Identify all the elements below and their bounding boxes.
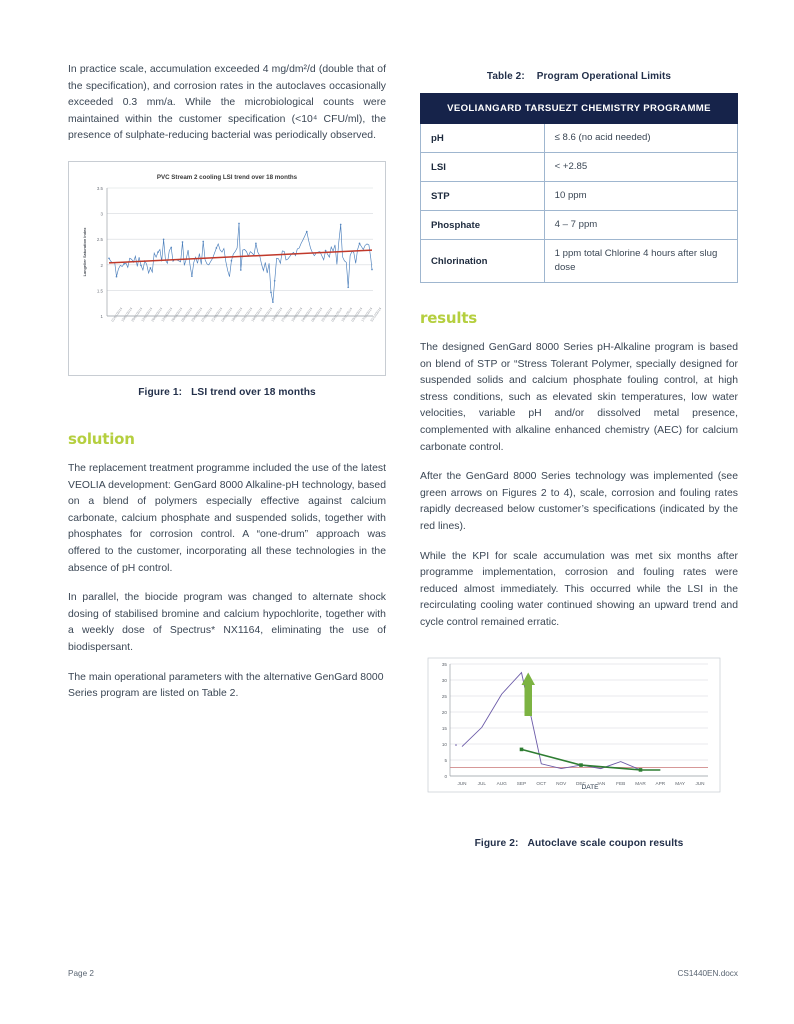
svg-text:22/10/2014: 22/10/2014: [320, 306, 334, 323]
svg-text:25: 25: [441, 693, 447, 699]
svg-text:MAR: MAR: [635, 780, 646, 786]
svg-text:5: 5: [444, 757, 447, 763]
table-2-caption-text: Program Operational Limits: [536, 71, 672, 82]
table-header-cell: VEOLIANGARD TARSUEZT CHEMISTRY PROGRAMME: [421, 94, 738, 124]
figure-1-chart: [73, 166, 381, 371]
svg-text:08/10/2014: 08/10/2014: [310, 306, 324, 323]
operational-limits-table: [420, 93, 738, 283]
svg-text:SEP: SEP: [516, 780, 527, 786]
svg-text:30/07/2014: 30/07/2014: [260, 306, 274, 323]
results-paragraph-2: After the GenGard 8000 Series technology was implemented (see green arrows on Figures 2 to 4), scale, corrosion and fouling rates rapidly decreased below customer’s specifications (indicated by the red lines).: [420, 471, 738, 532]
svg-text:OCT: OCT: [536, 780, 547, 786]
footer-page-label: Page 2: [68, 969, 94, 978]
svg-text:15: 15: [441, 725, 447, 731]
figure-1-caption-text: LSI trend over 18 months: [191, 386, 316, 398]
svg-text:3: 3: [100, 211, 103, 217]
figure-2-container: [420, 654, 738, 814]
svg-text:13/08/2014: 13/08/2014: [270, 306, 284, 323]
svg-text:FEB: FEB: [616, 780, 626, 786]
svg-text:03/12/2014: 03/12/2014: [350, 306, 364, 323]
figure-1-caption-label: Figure 1:: [138, 386, 183, 398]
svg-text:12/02/2014: 12/02/2014: [140, 306, 154, 323]
table-cell-value: 10 ppm: [544, 182, 737, 211]
svg-text:NOV: NOV: [556, 780, 567, 786]
intro-paragraph: In practice scale, accumulation exceeded 4 mg/dm²/d (double that of the specification), and corrosion rates in the autoclaves occasionally exceeded 0.3 mm/a. While the microbiological counts were maintained within the customer specification (<10⁴ CFU/ml), the presence of sulphate-reducing bacterial was periodically observed.: [68, 64, 386, 142]
table-2-caption-label: Table 2:: [486, 71, 525, 82]
svg-text:26/03/2014: 26/03/2014: [170, 306, 184, 323]
svg-text:17/12/2014: 17/12/2014: [360, 306, 374, 323]
svg-text:APR: APR: [655, 780, 666, 786]
svg-text:35: 35: [441, 661, 447, 667]
table-cell-parameter: pH: [421, 124, 545, 153]
table-row: [421, 211, 738, 240]
figure-1-container: [68, 161, 386, 376]
svg-text:12/03/2014: 12/03/2014: [160, 306, 174, 323]
svg-text:10: 10: [441, 741, 447, 747]
svg-text:31/12/2014: 31/12/2014: [369, 306, 383, 323]
table-cell-value: 1 ppm total Chlorine 4 hours after slug dose: [544, 240, 737, 283]
svg-text:DEC: DEC: [576, 780, 586, 786]
svg-text:1: 1: [100, 313, 103, 319]
svg-text:02/07/2014: 02/07/2014: [240, 306, 254, 323]
svg-text:24/09/2014: 24/09/2014: [300, 306, 314, 323]
table-cell-parameter: Chlorination: [421, 240, 545, 283]
svg-text:JAN: JAN: [596, 780, 606, 786]
table-cell-value: < +2.85: [544, 153, 737, 182]
table-row: [421, 182, 738, 211]
svg-text:26/02/2014: 26/02/2014: [150, 306, 164, 323]
svg-text:20: 20: [441, 709, 447, 715]
figure-1-caption: [68, 387, 386, 398]
svg-text:10/09/2014: 10/09/2014: [290, 306, 304, 323]
figure-2-caption-text: Autoclave scale coupon results: [527, 837, 684, 849]
figure-2-first-point: [455, 744, 457, 746]
footer-doc-name: CS1440EN.docx: [677, 969, 738, 978]
figure-2-caption: [420, 838, 738, 849]
svg-text:MAY: MAY: [675, 780, 686, 786]
svg-text:05/11/2014: 05/11/2014: [330, 306, 344, 323]
svg-text:21/05/2014: 21/05/2014: [210, 306, 224, 323]
two-column-layout: [68, 62, 738, 849]
solution-paragraph-2: In parallel, the biocide program was changed to alternate shock dosing of stabilised bromine and calcium hypochlorite, together with a weekly dose of Spectrus* NX1164, eliminating the use of biodispersant.: [68, 592, 386, 653]
figure-1-y-axis-label: Langelier Saturation Index: [82, 227, 87, 277]
figure-2-x-axis-label: DATE: [581, 783, 599, 791]
page-footer: [68, 969, 738, 978]
svg-text:JUN: JUN: [695, 780, 705, 786]
svg-text:30: 30: [441, 677, 447, 683]
svg-text:04/06/2014: 04/06/2014: [220, 306, 234, 323]
solution-paragraph-1: The replacement treatment programme included the use of the latest VEOLIA development: GenGard 8000 Alkaline-pH technology, based on a blend of polymers especially effective against calcium carbonate, calcium phosphate and suspended solids, together with phosphates for corrosion control. A “one-drum” approach was offered to the customer, incorporating all these technologies in the absence of pH control.: [68, 462, 386, 574]
solution-heading: solution: [68, 429, 135, 448]
results-paragraph-3: While the KPI for scale accumulation was met six months after programme implementation, corrosion and fouling rates were reduced almost immediately. This occurred while the LSI in the recirculating cooling water continued showing an upward trend and cycle control remained erratic.: [420, 550, 738, 628]
figure-2-caption-label: Figure 2:: [474, 837, 519, 849]
svg-text:07/05/2014: 07/05/2014: [200, 306, 214, 323]
svg-text:2: 2: [100, 262, 103, 268]
table-header-row: [421, 94, 738, 124]
results-heading: results: [420, 309, 478, 327]
svg-text:18/06/2014: 18/06/2014: [230, 306, 244, 323]
svg-text:15/01/2014: 15/01/2014: [120, 306, 134, 323]
solution-paragraph-3: The main operational parameters with the alternative GenGard 8000 Series program are listed on Table 2.: [68, 671, 384, 700]
svg-text:1.5: 1.5: [96, 288, 103, 294]
figure-2-chart: [420, 654, 728, 814]
svg-text:01/01/2014: 01/01/2014: [110, 306, 124, 323]
table-row: [421, 124, 738, 153]
left-column: [68, 62, 386, 716]
table-row: [421, 153, 738, 182]
svg-text:29/01/2014: 29/01/2014: [130, 306, 144, 323]
svg-text:19/11/2014: 19/11/2014: [340, 306, 354, 323]
svg-text:JUL: JUL: [477, 780, 486, 786]
figure-1-title: PVC Stream 2 cooling LSI trend over 18 months: [156, 173, 298, 181]
svg-text:JUN: JUN: [457, 780, 467, 786]
table-row: [421, 240, 738, 283]
right-column: [420, 62, 738, 849]
svg-text:AUG: AUG: [496, 780, 507, 786]
svg-text:16/07/2014: 16/07/2014: [250, 306, 264, 323]
table-cell-parameter: Phosphate: [421, 211, 545, 240]
svg-text:0: 0: [444, 773, 447, 779]
results-paragraph-1: The designed GenGard 8000 Series pH-Alkaline program is based on blend of STP or “Stress Tolerant Polymer, specially designed for suspended solids and calcium phosphate fouling control, at high stress conditions, such as elevated skin temperatures, low water velocities, variable pH and/or dissolved metal presence, complemented with alkaline enhanced chemistry (AEC) for calcium carbonate control.: [420, 342, 738, 453]
svg-text:3.5: 3.5: [96, 185, 103, 191]
svg-text:09/04/2014: 09/04/2014: [180, 306, 194, 323]
table-2-caption: [420, 71, 738, 82]
svg-text:27/08/2014: 27/08/2014: [280, 306, 294, 323]
table-cell-parameter: LSI: [421, 153, 545, 182]
table-cell-value: ≤ 8.6 (no acid needed): [544, 124, 737, 153]
svg-text:2.5: 2.5: [96, 237, 103, 243]
table-cell-value: 4 – 7 ppm: [544, 211, 737, 240]
table-cell-parameter: STP: [421, 182, 545, 211]
svg-text:23/04/2014: 23/04/2014: [190, 306, 204, 323]
